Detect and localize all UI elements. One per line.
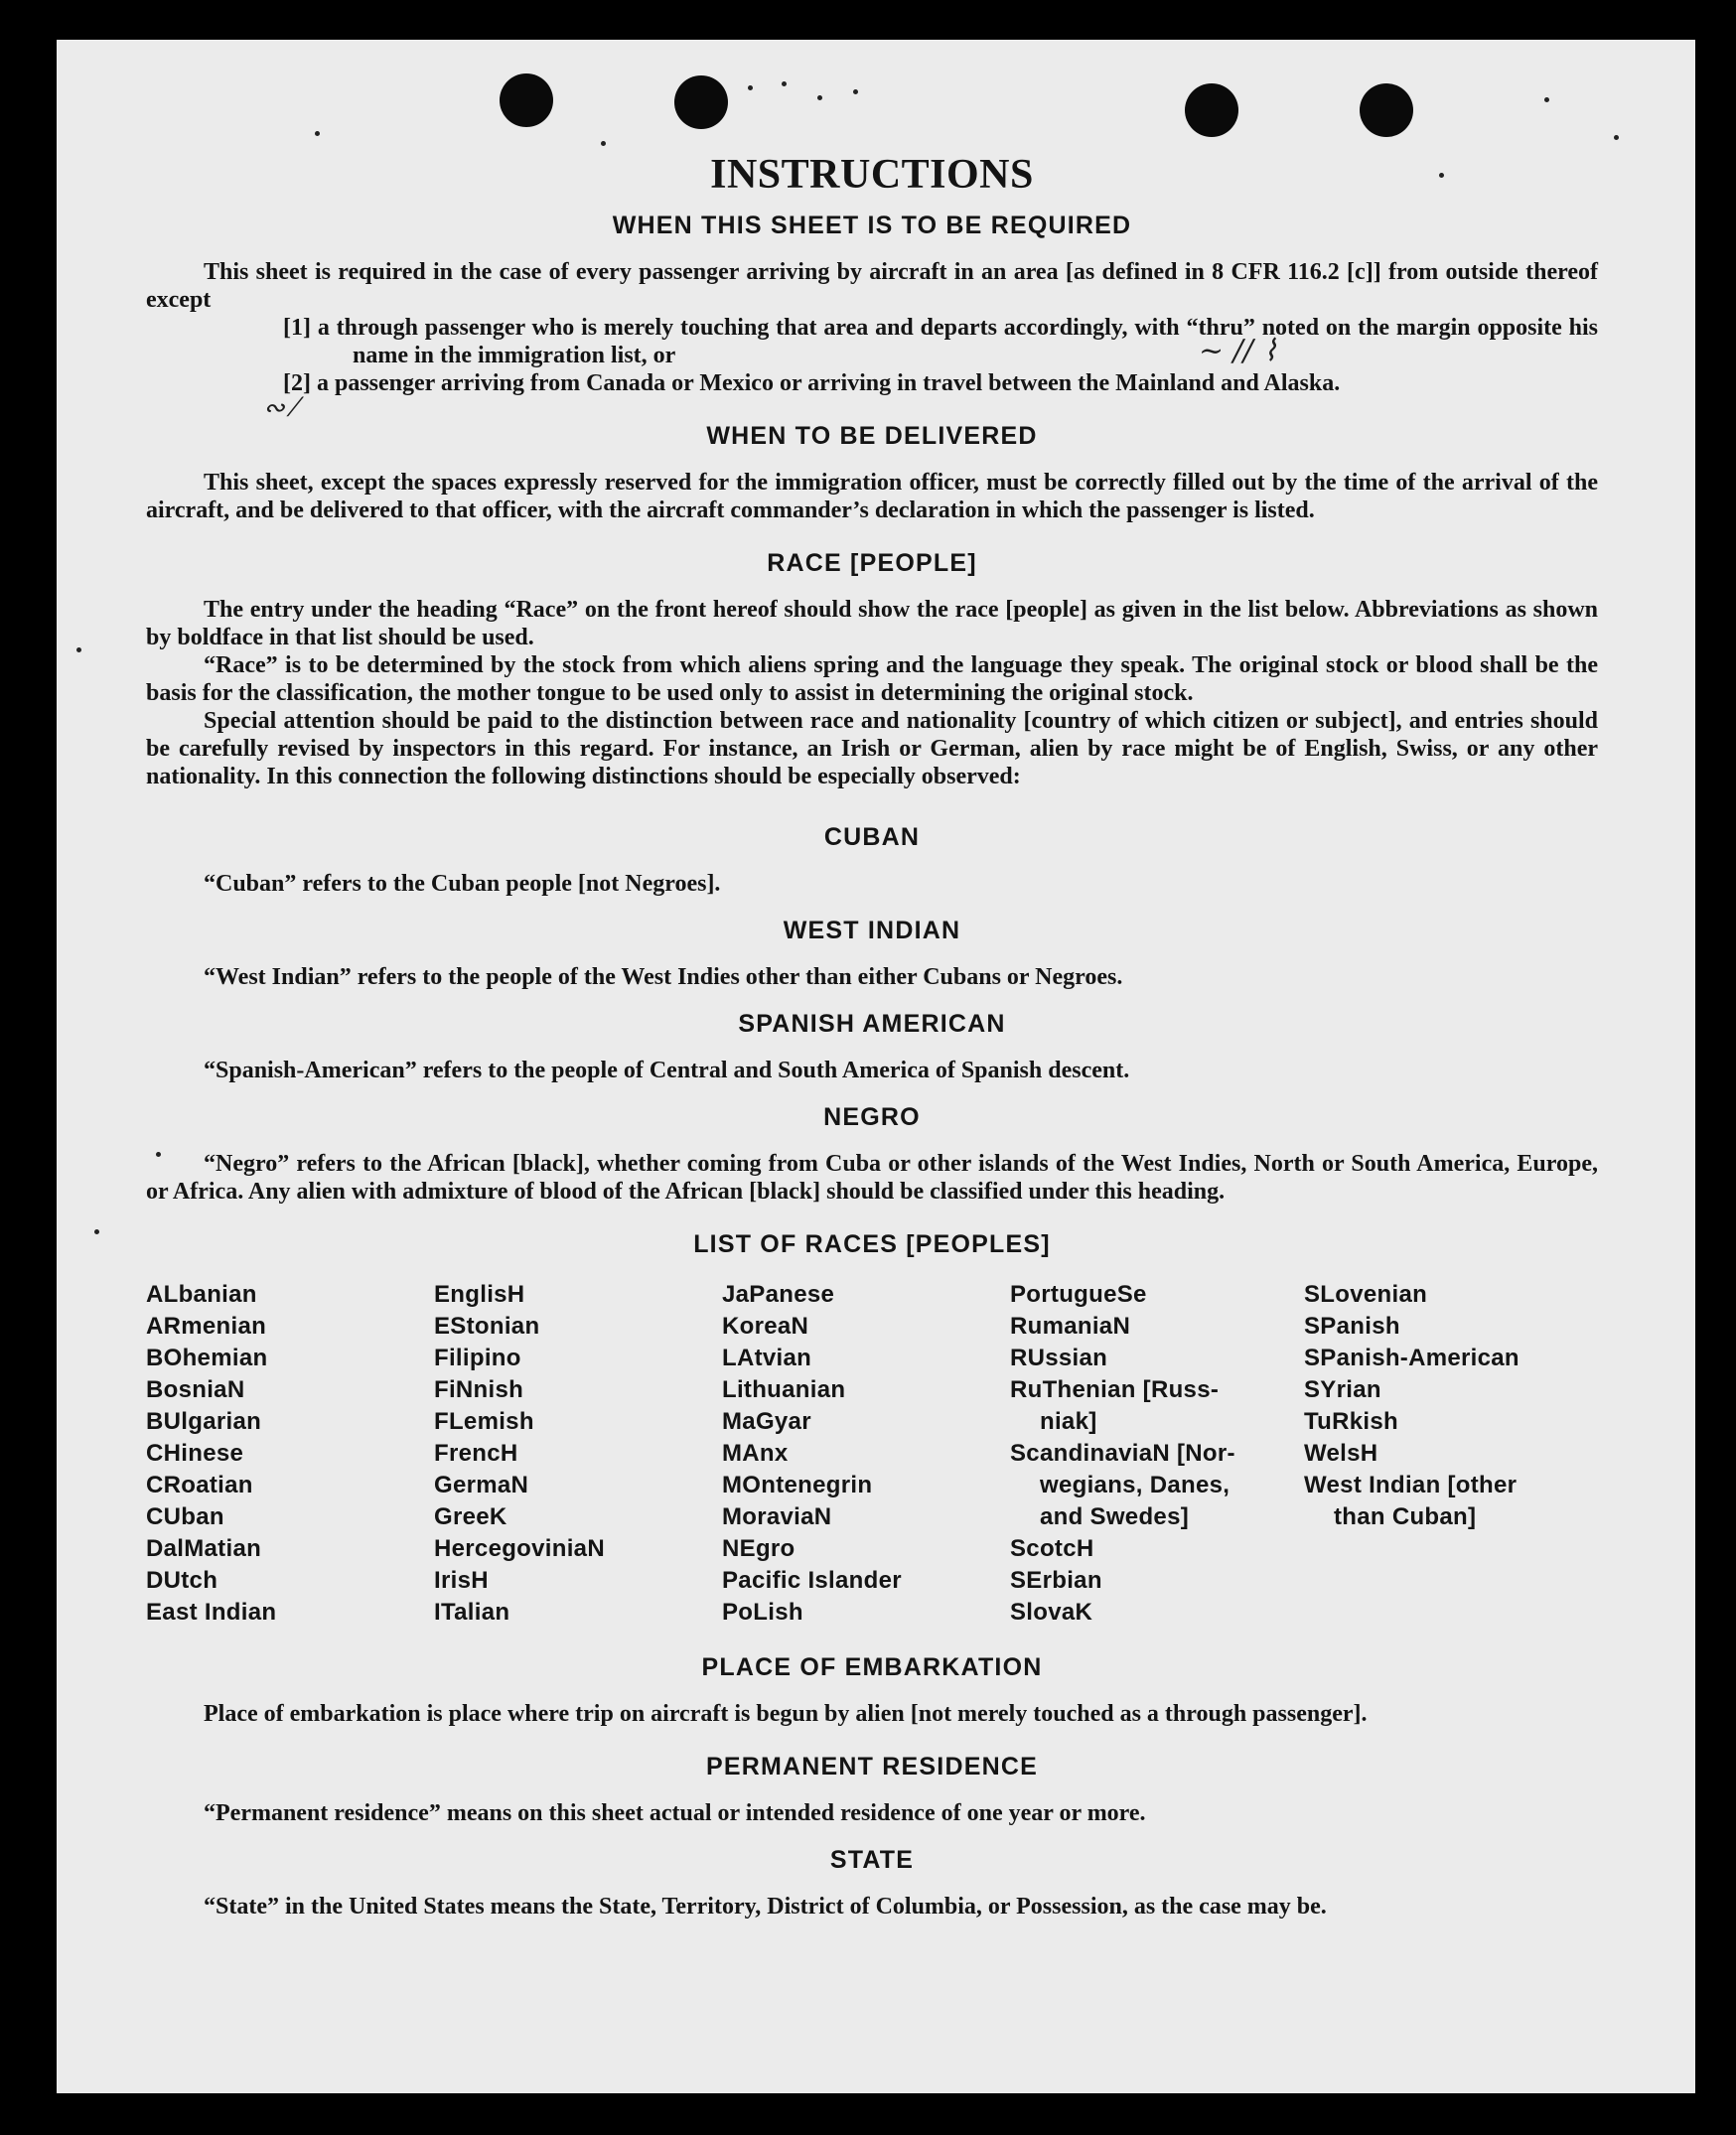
embarkation-text: Place of embarkation is place where trip on aircraft is begun by alien [not merely touched as a through passenger]. <box>204 1701 1368 1727</box>
race-entry: ALbanian <box>146 1281 257 1308</box>
race-entry: CHinese <box>146 1440 244 1467</box>
heading-required: WHEN THIS SHEET IS TO BE REQUIRED <box>612 212 1132 239</box>
spanish-american-text: “Spanish-American” refers to the people of Central and South America of Spanish descent. <box>204 1058 1130 1083</box>
race-entry: RUssian <box>1010 1345 1108 1371</box>
race-entry: DalMatian <box>146 1535 262 1562</box>
race-entry: wegians, Danes, <box>1040 1472 1230 1498</box>
heading-delivered: WHEN TO BE DELIVERED <box>706 422 1038 450</box>
races-column <box>1010 1279 1304 1629</box>
speck <box>782 81 787 86</box>
race-entry: PoLish <box>722 1599 803 1626</box>
race-entry: FLemish <box>434 1408 534 1435</box>
race-entry: RuThenian [Russ- <box>1010 1376 1220 1403</box>
race-entry: SPanish <box>1304 1313 1400 1340</box>
heading-state: STATE <box>829 1846 915 1874</box>
heading-spanish-american: SPANISH AMERICAN <box>738 1010 1006 1038</box>
races-list <box>146 1279 1598 1629</box>
speck <box>817 95 822 100</box>
speck <box>315 131 320 136</box>
instructions-body <box>146 151 1598 1921</box>
race-entry: Pacific Islander <box>722 1567 902 1594</box>
document-page <box>57 40 1695 2093</box>
heading-west-indian: WEST INDIAN <box>783 917 961 944</box>
heading-embarkation: PLACE OF EMBARKATION <box>701 1653 1043 1681</box>
race-entry: HercegoviniaN <box>434 1535 605 1562</box>
race-entry: TuRkish <box>1304 1408 1398 1435</box>
race-entry: DUtch <box>146 1567 218 1594</box>
race-entry: niak] <box>1040 1408 1097 1435</box>
race-entry: PortugueSe <box>1010 1281 1147 1308</box>
race-entry: MaGyar <box>722 1408 811 1435</box>
speck <box>94 1229 99 1234</box>
race-entry: EStonian <box>434 1313 540 1340</box>
race-entry: NEgro <box>722 1535 796 1562</box>
required-item-1: [1] a through passenger who is merely touching that area and departs accordingly, with “thru” noted on the margin opposite his name in the immigration list, or <box>283 315 1598 368</box>
race-entry: than Cuban] <box>1334 1503 1477 1530</box>
punch-hole <box>1185 83 1238 137</box>
handwritten-mark: ~ ∕∕ ⌇ <box>1199 334 1278 368</box>
race-entry: SlovaK <box>1010 1599 1093 1626</box>
speck <box>1614 135 1619 140</box>
race-entry: RumaniaN <box>1010 1313 1131 1340</box>
state-text: “State” in the United States means the State, Territory, District of Columbia, or Possession, as the case may be. <box>204 1894 1327 1920</box>
speck <box>1544 97 1549 102</box>
race-entry: West Indian [other <box>1304 1472 1518 1498</box>
races-column <box>146 1279 434 1629</box>
race-entry: SPanish-American <box>1304 1345 1519 1371</box>
race-entry: EnglisH <box>434 1281 525 1308</box>
delivered-text: This sheet, except the spaces expressly reserved for the immigration officer, must be correctly filled out by the time of the arrival of the aircraft, and be delivered to that officer, with the aircraft commander’s declaration in which the passenger is listed. <box>146 470 1598 523</box>
race-paragraph-1: The entry under the heading “Race” on the front hereof should show the race [people] as given in the list below. Abbreviations as shown by boldface in that list should be used. <box>146 597 1598 650</box>
races-column <box>1304 1279 1598 1629</box>
west-indian-text: “West Indian” refers to the people of the West Indies other than either Cubans or Negroes. <box>204 964 1123 990</box>
race-entry: CUban <box>146 1503 224 1530</box>
race-entry: ARmenian <box>146 1313 267 1340</box>
race-entry: KoreaN <box>722 1313 809 1340</box>
race-entry: MOntenegrin <box>722 1472 873 1498</box>
speck <box>853 89 858 94</box>
residence-text: “Permanent residence” means on this sheet actual or intended residence of one year or more. <box>204 1800 1146 1826</box>
handwritten-mark: ∾ ⁄ <box>263 393 298 423</box>
heading-negro: NEGRO <box>823 1103 921 1131</box>
race-entry: GermaN <box>434 1472 529 1498</box>
race-entry: ScotcH <box>1010 1535 1094 1562</box>
race-entry: BOhemian <box>146 1345 268 1371</box>
race-entry: and Swedes] <box>1040 1503 1190 1530</box>
page-title: INSTRUCTIONS <box>710 152 1034 198</box>
race-entry: SErbian <box>1010 1567 1102 1594</box>
speck <box>601 141 606 146</box>
race-entry: SLovenian <box>1304 1281 1428 1308</box>
race-entry: East Indian <box>146 1599 277 1626</box>
race-entry: MAnx <box>722 1440 789 1467</box>
punch-hole <box>500 73 553 127</box>
race-entry: GreeK <box>434 1503 507 1530</box>
race-paragraph-3: Special attention should be paid to the distinction between race and nationality [country of which citizen or subject], and entries should be carefully revised by inspectors in this regard. For instance, an Irish or German, alien by race might be of English, Swiss, or any other nationality. In this connection the following distinctions should be especially observed: <box>146 708 1598 789</box>
race-entry: IrisH <box>434 1567 489 1594</box>
race-entry: FiNnish <box>434 1376 524 1403</box>
race-entry: BUlgarian <box>146 1408 262 1435</box>
speck <box>76 647 81 652</box>
race-entry: FrencH <box>434 1440 518 1467</box>
race-entry: WelsH <box>1304 1440 1378 1467</box>
race-entry: MoraviaN <box>722 1503 832 1530</box>
race-entry: ScandinaviaN [Nor- <box>1010 1440 1235 1467</box>
cuban-text: “Cuban” refers to the Cuban people [not Negroes]. <box>204 871 721 897</box>
punch-hole <box>674 75 728 129</box>
race-entry: JaPanese <box>722 1281 835 1308</box>
speck <box>748 85 753 90</box>
heading-permanent-residence: PERMANENT RESIDENCE <box>706 1753 1038 1780</box>
heading-list-of-races: LIST OF RACES [PEOPLES] <box>693 1230 1051 1258</box>
required-item-2: [2] a passenger arriving from Canada or Mexico or arriving in travel between the Mainland and Alaska. <box>283 370 1341 396</box>
race-entry: CRoatian <box>146 1472 253 1498</box>
race-entry: BosniaN <box>146 1376 245 1403</box>
races-column <box>722 1279 1010 1629</box>
race-entry: Lithuanian <box>722 1376 846 1403</box>
required-intro: This sheet is required in the case of every passenger arriving by aircraft in an area [as defined in 8 CFR 116.2 [c]] from outside thereof except <box>146 259 1598 313</box>
heading-race: RACE [PEOPLE] <box>767 549 977 577</box>
race-paragraph-2: “Race” is to be determined by the stock from which aliens spring and the language they speak. The original stock or blood shall be the basis for the classification, the mother tongue to be used only to assist in determining the original stock. <box>146 652 1598 706</box>
negro-text: “Negro” refers to the African [black], whether coming from Cuba or other islands of the West Indies, North or South America, Europe, or Africa. Any alien with admixture of blood of the African [black] should be classified under this heading. <box>146 1151 1598 1205</box>
race-entry: ITalian <box>434 1599 510 1626</box>
race-entry: Filipino <box>434 1345 521 1371</box>
heading-cuban: CUBAN <box>823 823 921 851</box>
race-entry: SYrian <box>1304 1376 1381 1403</box>
race-entry: LAtvian <box>722 1345 812 1371</box>
races-column <box>434 1279 722 1629</box>
punch-hole <box>1360 83 1413 137</box>
